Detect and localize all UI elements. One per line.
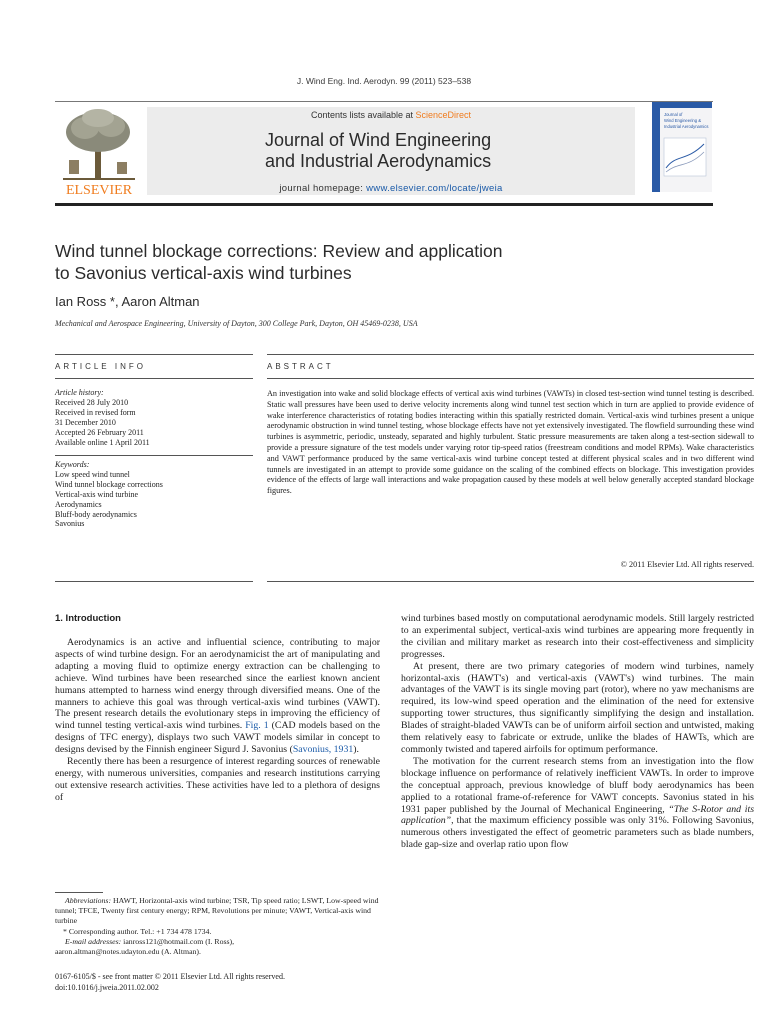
history-item: Accepted 26 February 2011 [55,427,144,437]
abstract-sub-rule [267,378,754,379]
doi-line: doi:10.1016/j.jweia.2011.02.002 [55,982,159,992]
contents-prefix: Contents lists available at [310,110,416,120]
sciencedirect-link[interactable]: ScienceDirect [415,110,472,120]
keyword-item: Wind tunnel blockage corrections [55,479,163,489]
keyword-item: Low speed wind tunnel [55,469,130,479]
cover-line3: Industrial Aerodynamics [664,124,709,129]
keyword-item: Bluff-body aerodynamics [55,509,137,519]
keywords-label: Keywords: [55,460,90,469]
email-addresses-cont: aaron.altman@notes.udayton.edu (A. Altman). [55,947,201,957]
article-title-line2: to Savonius vertical-axis wind turbines [55,263,352,283]
front-matter [55,972,285,993]
elsevier-logo [55,106,143,198]
paragraph: At present, there are two primary categories of modern wind turbines, namely horizontal-axis (HAWT's) and vertical-axis (VAWT's) wind turbines. The main advantages of the VAWT is its single moving part (rotor), where no yaw mechanisms are required, its low-wind speed operation and the elimination of the need for extensive supporting tower structures, thus significantly simplifying the design and installation. Blades of straight-bladed VAWTs can be of uniform airfoil section and untwisted, making them relatively easy to fabricate or extrude, unlike the blades of HAWTs, which are commonly twisted and tapered airfoils for optimum performance. [401,660,754,755]
journal-citation: J. Wind Eng. Ind. Aerodyn. 99 (2011) 523–538 [296,76,472,86]
homepage-prefix: journal homepage: [279,183,367,194]
article-title [55,240,615,284]
article-info-top-rule [55,354,253,355]
paragraph: wind turbines based mostly on computational aerodynamic models. Still largely restricted to an experimental subject, vertical-axis wind turbines are appearing more frequently in the civilian and military market as research into their cost-effectiveness and simplicity progresses. [401,613,754,660]
journal-title-line2: and Industrial Aerodynamics [265,151,492,171]
article-info-bottom-rule [55,581,253,582]
email-addresses: E-mail addresses: ianross121@hotmail.com (I. Ross), [65,936,235,946]
footnotes [55,896,380,957]
contents-line [147,110,635,120]
journal-title [265,130,491,172]
article-title-line1: Wind tunnel blockage corrections: Review and application [55,241,503,261]
paper-title-quote: “The S-Rotor and its application” [401,803,755,827]
body-right-column [401,613,754,851]
homepage-link[interactable]: www.elsevier.com/locate/jweia [366,183,503,194]
section-heading-introduction: 1. Introduction [55,613,121,624]
abstract-heading: ABSTRACT [267,362,334,371]
citation-link[interactable]: Savonius, 1931 [292,744,354,756]
issn-line: 0167-6105/$ - see front matter © 2011 Elsevier Ltd. All rights reserved. [55,972,285,981]
history-item: Available online 1 April 2011 [55,437,150,447]
keyword-item: Savonius [55,519,85,529]
article-history [55,388,253,447]
abstract-top-rule [267,354,754,355]
abstract-bottom-rule [267,581,754,582]
abstract-copyright: © 2011 Elsevier Ltd. All rights reserved. [620,560,754,569]
abbreviations-footnote: Abbreviations: HAWT, Horizontal-axis wind turbine; TSR, Tip speed ratio; LSWT, Low-speed wind tunnel; TFCE, Twenty first century energy; RPM, Revolutions per minute; VAWT, Vertical-axis wind turbine [55,896,379,926]
body-left-column [55,637,380,804]
figure-link[interactable]: Fig. 1 [245,720,269,732]
elsevier-wordmark: ELSEVIER [65,183,133,198]
article-info-heading: ARTICLE INFO [55,362,146,371]
abstract-text: An investigation into wake and solid blockage effects of vertical axis wind turbines (VAWTs) in closed test-section wind tunnel testing is described. Static wall pressures have been used to derive velocity increments along wind tunnel test section which in turn are applied to provide evidence of wake interference characteristics of rotating bodies interacting within this spatially restricted domain. Vertical-axis wind turbines present a unique aerodynamic obstruction in wind tunnel testing, whose blockage effects have not yet extensively investigated. The flowfield surrounding these wind turbines is asymmetric, periodic, unsteady, separated and highly turbulent. Static pressure measurements are taken along a test-section sidewall to provide a pressure signature of the test models under varying rotor tip-speed ratios (freestream conditions and model RPMs). Wake characteristics and VAWT performance produced by the same vertical-axis wind turbine concept tested at different physical scales and in two different wind tunnels are investigated in an attempt to provide some guidance on the scaling of the combined effects on blockage. This investigation provides evidence of the effects of large wall interactions and wake propagation caused by these models at well below generally accepted standard blockage figures. [267,389,754,496]
history-item: Received in revised form [55,407,136,417]
cover-line1: Journal of [664,112,683,117]
corresponding-author: * Corresponding author. Tel.: +1 734 478 1734. [63,926,212,936]
paragraph: Recently there has been a resurgence of interest regarding sources of renewable energy, with numerous universities, companies and research institutions carrying out extensive research activities. These activities have led to a plethora of designs of [55,756,380,803]
article-info-sub-rule [55,378,253,379]
history-label: Article history: [55,388,104,397]
affiliation: Mechanical and Aerospace Engineering, University of Dayton, 300 College Park, Dayton, OH 45469-0238, USA [55,319,418,328]
journal-homepage [147,183,635,194]
author-list: Ian Ross *, Aaron Altman [55,294,200,309]
cover-line2: Wind Engineering & [664,118,702,123]
footnote-rule [55,892,103,893]
keywords [55,460,253,529]
journal-title-line1: Journal of Wind Engineering [265,130,492,150]
journal-cover [652,102,712,192]
history-keywords-rule [55,455,253,456]
keyword-item: Vertical-axis wind turbine [55,489,139,499]
paragraph: Aerodynamics is an active and influential science, contributing to major aspects of wind turbine design. For an aerodynamicist the art of manipulating and adapting a moving fluid to optimize energy extraction can be challenging to achieve. Wind turbines have been researched since the earliest known ancient humans attempted to harness wind energy through diversified means. One of the manners to achieve this goal was through vertical-axis wind turbines (VAWT). The present research details the evolutionary steps in improving the efficiency of wind tunnel testing vertical-axis wind turbines. Fig. 1 (CAD models based on the designs of TFC energy), displays two such VAWT models similar in concept to designs devised by the Finnish engineer Sigurd J. Savonius (Savonius, 1931). [55,637,380,756]
history-item: Received 28 July 2010 [55,397,129,407]
history-item: 31 December 2010 [55,417,116,427]
paragraph: The motivation for the current research stems from an investigation into the flow blockage influence on performance of relatively inefficient VAWTs. In order to improve the conceptual approach, previous knowledge of bluff body aerodynamics has been applied to a rotational frame-of-reference for VAWT concepts. Savonius stated in his 1931 paper published by the Journal of Mechanical Engineering, “The S-Rotor and its application”, that the maximum efficiency possible was only 31%. Following Savonius, numerous others investigated the effect of geometric parameters such as blade numbers, blade gap-size and overlap ratio upon flow [401,755,755,851]
keyword-item: Aerodynamics [55,499,102,509]
